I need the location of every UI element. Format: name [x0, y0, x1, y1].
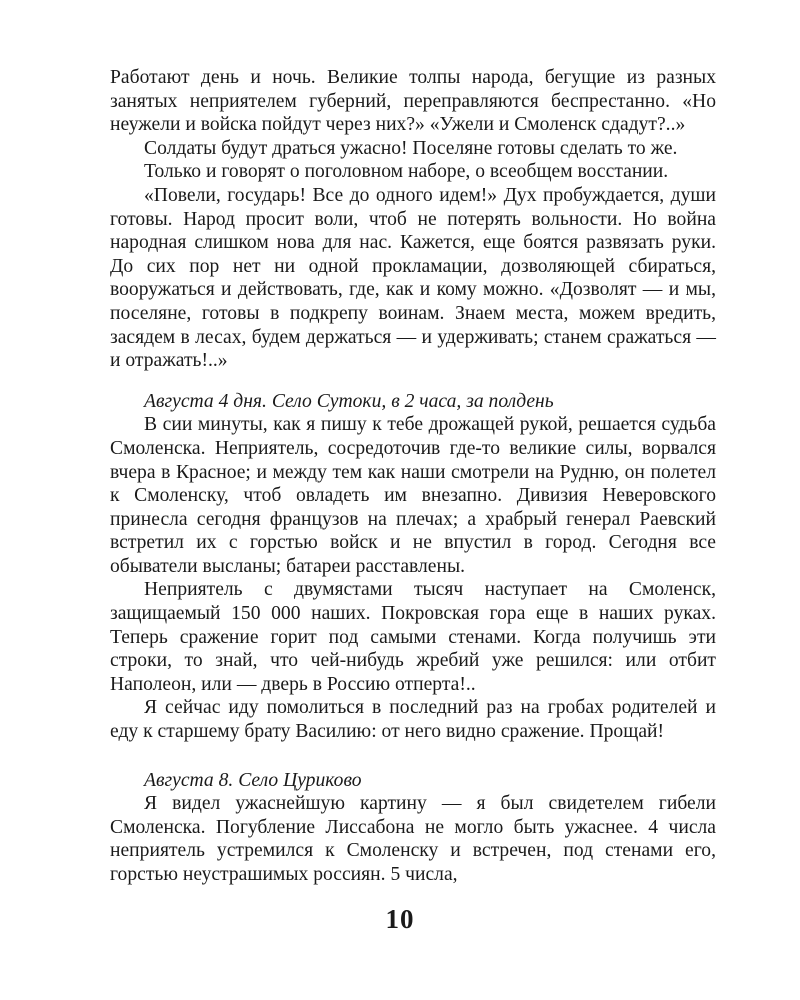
paragraph-intro-2: Солдаты будут драться ужасно! Поселяне готовы сделать то же.: [144, 137, 678, 159]
section-heading-august-8: Августа 8. Село Цуриково: [144, 769, 362, 791]
paragraph-section1-3: Я сейчас иду помолиться в последний раз на гробах родителей и еду к старшему брату Василию: от него видно сражение. Прощай!: [110, 697, 716, 743]
page-number: 10: [385, 904, 415, 934]
paragraph-intro-1: Работают день и ночь. Великие толпы народа, бегущие из разных занятых неприятелем губерний, переправляются беспрестанно. «Но неужели и войска пойдут через них?» «Ужели и Смоленск сдадут?..»: [110, 67, 716, 136]
paragraph-section1-1: В сии минуты, как я пишу к тебе дрожащей рукой, решается судьба Смоленска. Неприятель, сосредоточив где-то великие силы, ворвался вчера в Красное; и между тем как наши смотрели на Рудню, он полетел к Смоленску, чтоб овладеть им внезапно. Дивизия Неверовского принесла сегодня французов на плечах; а храбрый генерал Раевский встретил их с горстью войск и не впустил в город. Сегодня все обыватели высланы; батареи расставлены.: [110, 414, 716, 577]
paragraph-section1-2: Неприятель с двумястами тысяч наступает на Смоленск, защищаемый 150 000 наших. Покровская гора еще в наших руках. Теперь сражение горит под самыми стенами. Когда получишь эти строки, то знай, что чей-нибудь жребий уже решился: или отбит Наполеон, или — дверь в Россию отперта!..: [110, 579, 716, 695]
paragraph-intro-3: Только и говорят о поголовном наборе, о всеобщем восстании.: [144, 161, 669, 183]
section-heading-august-4: Августа 4 дня. Село Сутоки, в 2 часа, за полдень: [144, 390, 554, 412]
paragraph-intro-4: «Повели, государь! Все до одного идем!» Дух пробуждается, души готовы. Народ просит воли, чтоб не потерять вольности. Но война народная слишком нова для нас. Кажется, еще боятся развязать руки. До сих пор нет ни одной прокламации, дозволяющей сбираться, вооружаться и действовать, где, как и кому можно. «Дозволят — и мы, поселяне, готовы в подкрепу воинам. Знаем места, можем вредить, засядем в лесах, будем держаться — и удерживать; станем сражаться — и отражать!..»: [110, 184, 716, 372]
paragraph-section2-1: Я видел ужаснейшую картину — я был свидетелем гибели Смоленска. Погубление Лиссабона не могло быть ужаснее. 4 числа неприятель устремился к Смоленску и встречен, под стенами его, горстью неустрашимых россиян. 5 числа,: [110, 793, 716, 885]
book-page: [110, 66, 716, 887]
